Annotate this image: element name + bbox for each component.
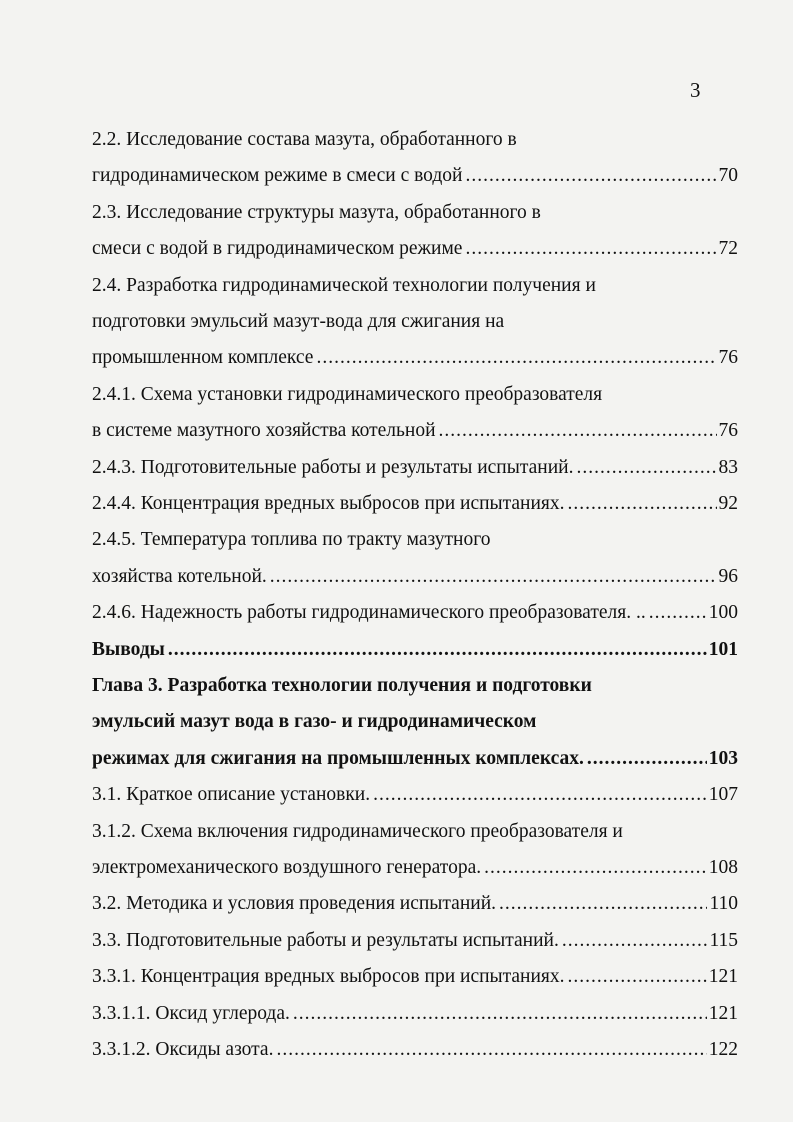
toc-page-number: 83 bbox=[718, 457, 738, 478]
toc-entry-title: хозяйства котельной. bbox=[92, 566, 267, 587]
toc-leader-dots bbox=[499, 890, 707, 918]
toc-leader-dots bbox=[465, 162, 716, 190]
toc-entry-title: 3.1. Краткое описание установки. bbox=[92, 784, 371, 805]
toc-page-number: 103 bbox=[708, 748, 738, 769]
toc-leader-dots bbox=[649, 599, 707, 627]
toc-leader-dots bbox=[276, 1036, 706, 1064]
toc-entry-line bbox=[92, 563, 738, 591]
toc-entry-continuation bbox=[92, 381, 738, 409]
toc-entry-continuation bbox=[92, 272, 738, 300]
toc-entry-continuation bbox=[92, 526, 738, 554]
toc-page-number: 108 bbox=[708, 857, 738, 878]
toc-entry-line bbox=[92, 235, 738, 263]
toc-entry-continuation bbox=[92, 818, 738, 846]
toc-entry-line bbox=[92, 963, 738, 991]
toc-page-number: 110 bbox=[709, 893, 738, 914]
toc-leader-dots bbox=[373, 781, 707, 809]
toc-entry-title: 2.3. Исследование структуры мазута, обработанного в bbox=[92, 202, 541, 223]
toc-page-number: 100 bbox=[708, 602, 738, 623]
toc-page-number: 122 bbox=[708, 1039, 738, 1060]
toc-leader-dots bbox=[587, 745, 707, 773]
toc-entry-line bbox=[92, 599, 738, 627]
toc-page-number: 92 bbox=[718, 493, 738, 514]
toc-leader-dots bbox=[568, 963, 707, 991]
toc-leader-dots bbox=[270, 563, 717, 591]
toc-page-number: 72 bbox=[718, 238, 738, 259]
toc-entry-title: подготовки эмульсий мазут-вода для сжигания на bbox=[92, 311, 505, 332]
toc-page-number: 96 bbox=[718, 566, 738, 587]
toc-entry-line bbox=[92, 781, 738, 809]
page-number: 3 bbox=[690, 78, 701, 102]
toc-leader-dots bbox=[168, 636, 707, 664]
toc-page-number: 121 bbox=[708, 966, 738, 987]
toc-leader-dots bbox=[293, 1000, 707, 1028]
toc-leader-dots bbox=[576, 454, 716, 482]
toc-page-number: 76 bbox=[718, 420, 738, 441]
toc-leader-dots bbox=[465, 235, 716, 263]
toc-leader-dots bbox=[568, 490, 717, 518]
toc-entry-title: электромеханического воздушного генератора. bbox=[92, 857, 482, 878]
toc-entry-line bbox=[92, 454, 738, 482]
toc-entry-line bbox=[92, 927, 738, 955]
toc-entry-continuation bbox=[92, 199, 738, 227]
toc-page-number: 107 bbox=[708, 784, 738, 805]
toc-entry-title: смеси с водой в гидродинамическом режиме bbox=[92, 238, 463, 259]
toc-page-number: 70 bbox=[718, 165, 738, 186]
toc-entry-title: режимах для сжигания на промышленных комплексах. bbox=[92, 748, 584, 769]
toc-entry-title: в системе мазутного хозяйства котельной bbox=[92, 420, 436, 441]
toc-leader-dots bbox=[316, 344, 716, 372]
toc-entry-title: 2.4.3. Подготовительные работы и результаты испытаний. bbox=[92, 457, 574, 478]
toc-entry-title: 2.4.5. Температура топлива по тракту мазутного bbox=[92, 529, 491, 550]
toc-entry-title: 3.1.2. Схема включения гидродинамического преобразователя и bbox=[92, 821, 623, 842]
toc-entry-title: Глава 3. Разработка технологии получения и подготовки bbox=[92, 675, 592, 696]
toc-entry-title: 2.2. Исследование состава мазута, обработанного в bbox=[92, 129, 517, 150]
toc-entry-line bbox=[92, 344, 738, 372]
toc-leader-dots bbox=[562, 927, 708, 955]
toc-entry-title: 2.4.1. Схема установки гидродинамического преобразователя bbox=[92, 384, 603, 405]
toc-page-number: 101 bbox=[708, 639, 738, 660]
toc-entry-line bbox=[92, 162, 738, 190]
toc-entry-title: 3.3.1. Концентрация вредных выбросов при испытаниях. bbox=[92, 966, 565, 987]
toc-page-number: 115 bbox=[709, 930, 738, 951]
toc-entry-title: 3.3.1.1. Оксид углерода. bbox=[92, 1003, 290, 1024]
toc-entry-line bbox=[92, 490, 738, 518]
toc-page-number: 121 bbox=[708, 1003, 738, 1024]
toc-entry-line bbox=[92, 890, 738, 918]
toc-entry-line bbox=[92, 854, 738, 882]
toc-entry-title: гидродинамическом режиме в смеси с водой bbox=[92, 165, 463, 186]
toc-entry-title: 3.3.1.2. Оксиды азота. bbox=[92, 1039, 274, 1060]
toc-entry-continuation bbox=[92, 308, 738, 336]
toc-entry-continuation bbox=[92, 708, 738, 736]
toc-entry-title: промышленном комплексе bbox=[92, 347, 314, 368]
toc-entry-line bbox=[92, 1036, 738, 1064]
toc-entry-line bbox=[92, 1000, 738, 1028]
toc-page-number: 76 bbox=[718, 347, 738, 368]
toc-leader-dots bbox=[439, 417, 717, 445]
toc-entry-continuation bbox=[92, 126, 738, 154]
toc-entry-title: эмульсий мазут вода в газо- и гидродинамическом bbox=[92, 711, 537, 732]
toc-entry-line bbox=[92, 417, 738, 445]
toc-entry-title: 2.4. Разработка гидродинамической технологии получения и bbox=[92, 275, 596, 296]
toc-entry-line bbox=[92, 636, 738, 664]
toc-entry-title: Выводы bbox=[92, 639, 165, 660]
toc-leader-dots bbox=[484, 854, 707, 882]
toc-entry-title: 3.3. Подготовительные работы и результаты испытаний. bbox=[92, 930, 559, 951]
toc-entry-line bbox=[92, 745, 738, 773]
toc-entry-title: 2.4.4. Концентрация вредных выбросов при испытаниях. bbox=[92, 493, 565, 514]
toc-entry-continuation bbox=[92, 672, 738, 700]
toc-entry-title: 2.4.6. Надежность работы гидродинамического преобразователя. .. bbox=[92, 602, 646, 623]
toc-entry-title: 3.2. Методика и условия проведения испытаний. bbox=[92, 893, 497, 914]
